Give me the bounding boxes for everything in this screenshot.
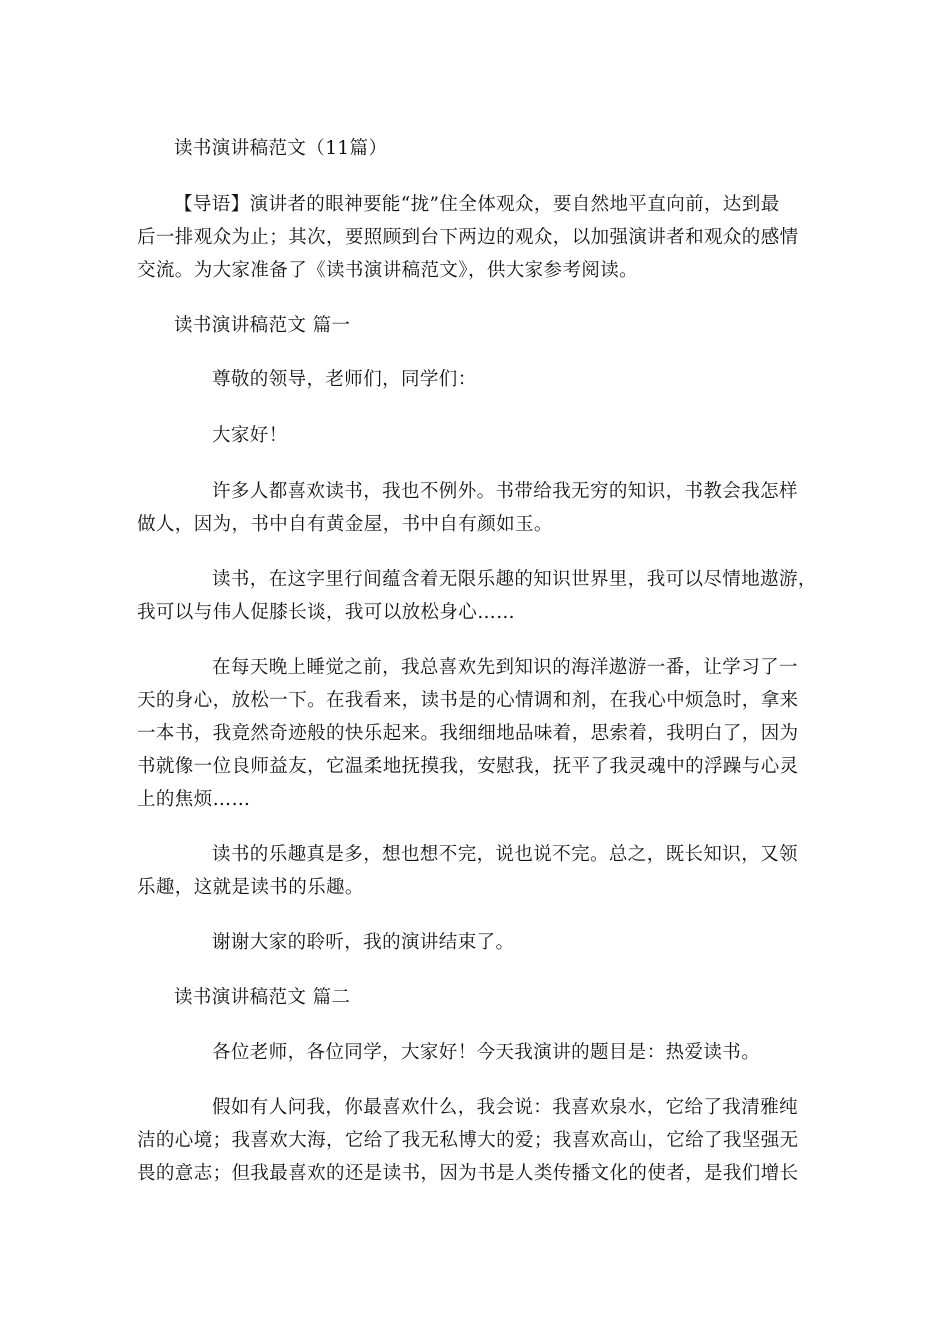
paragraph-line: 假如有人问我，你最喜欢什么，我会说：我喜欢泉水，它给了我清雅纯 <box>212 1097 798 1118</box>
paragraph-line: 读书，在这字里行间蕴含着无限乐趣的知识世界里，我可以尽情地遨游， <box>212 569 817 590</box>
paragraph-line: 上的焦烦…… <box>137 789 251 810</box>
paragraph-line: 在每天晚上睡觉之前，我总喜欢先到知识的海洋遨游一番，让学习了一 <box>212 657 798 678</box>
paragraph-line: 畏的意志；但我最喜欢的还是读书，因为书是人类传播文化的使者，是我们增长 <box>137 1163 799 1184</box>
paragraph-line: 做人，因为，书中自有黄金屋，书中自有颜如玉。 <box>137 514 553 535</box>
intro-line: 【导语】演讲者的眼神要能“拢”住全体观众，要自然地平直向前，达到最 <box>174 194 780 215</box>
paragraph-line: 各位老师，各位同学，大家好！今天我演讲的题目是：热爱读书。 <box>212 1042 761 1063</box>
paragraph-line: 一本书，我竟然奇迹般的快乐起来。我细细地品味着，思索着，我明白了，因为 <box>137 723 799 744</box>
paragraph-line: 天的身心，放松一下。在我看来，读书是的心情调和剂，在我心中烦急时，拿来 <box>137 690 799 711</box>
salutation: 尊敬的领导，老师们，同学们： <box>212 369 477 390</box>
document-title: 读书演讲稿范文（11篇） <box>174 138 388 159</box>
paragraph-line: 乐趣，这就是读书的乐趣。 <box>137 877 364 898</box>
section-heading: 读书演讲稿范文 篇一 <box>174 315 351 336</box>
intro-line: 交流。为大家准备了《读书演讲稿范文》，供大家参考阅读。 <box>137 260 639 281</box>
paragraph-line: 洁的心境；我喜欢大海，它给了我无私博大的爱；我喜欢高山，它给了我坚强无 <box>137 1130 799 1151</box>
intro-line: 后一排观众为止；其次，要照顾到台下两边的观众，以加强演讲者和观众的感情 <box>137 227 799 248</box>
section-heading: 读书演讲稿范文 篇二 <box>174 987 351 1008</box>
greeting: 大家好！ <box>212 425 288 446</box>
paragraph-line: 读书的乐趣真是多，想也想不完，说也说不完。总之，既长知识，又领 <box>212 844 798 865</box>
closing-line: 谢谢大家的聆听，我的演讲结束了。 <box>212 932 515 953</box>
paragraph-line: 书就像一位良师益友，它温柔地抚摸我，安慰我，抚平了我灵魂中的浮躁与心灵 <box>137 756 799 777</box>
paragraph-line: 许多人都喜欢读书，我也不例外。书带给我无穷的知识，书教会我怎样 <box>212 481 798 502</box>
paragraph-line: 我可以与伟人促膝长谈，我可以放松身心…… <box>137 602 516 623</box>
